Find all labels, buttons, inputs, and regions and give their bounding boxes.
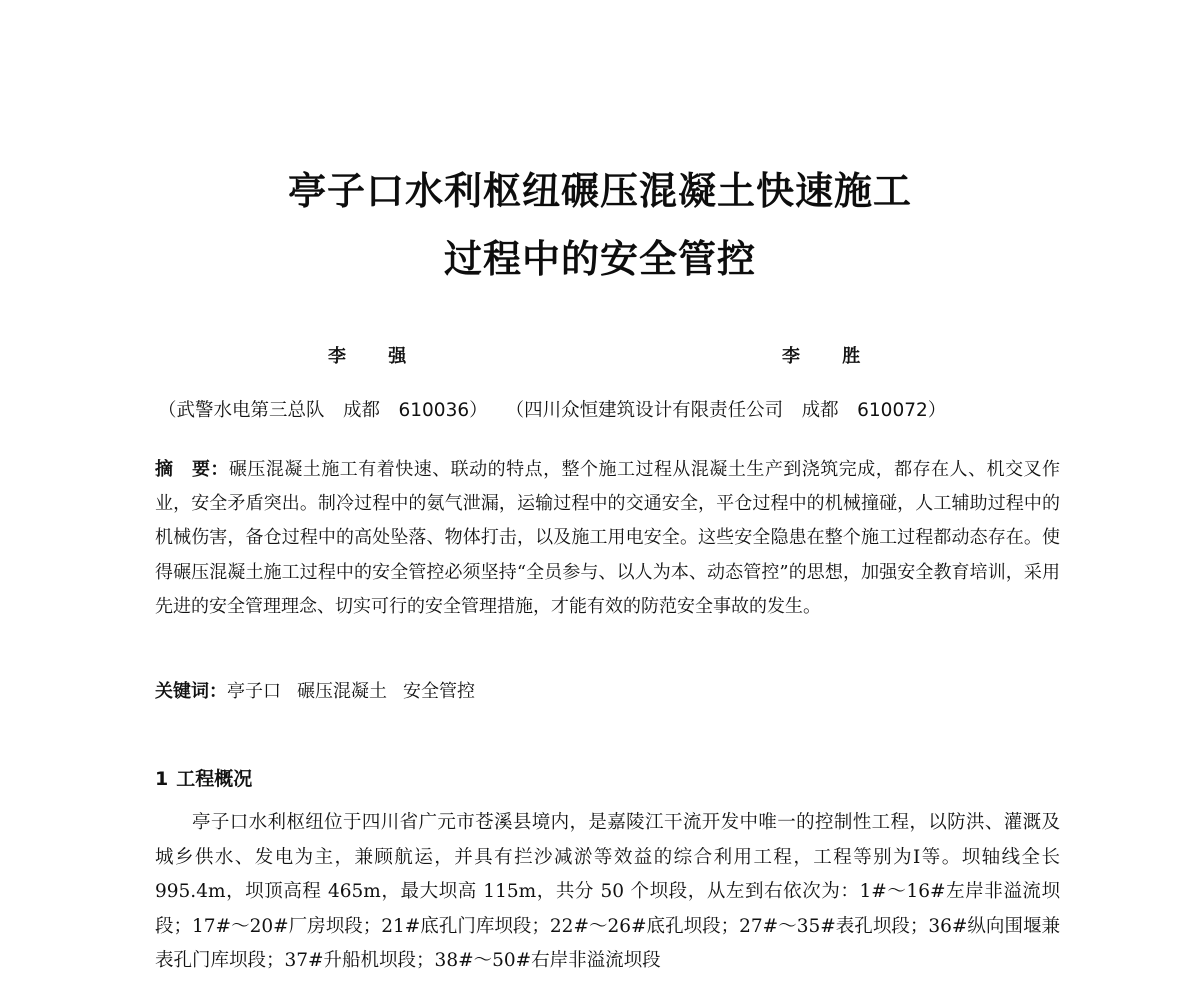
abstract-label: 摘 要： [155,459,229,480]
affiliation-2: （四川众恒建筑设计有限责任公司 成都 610072） [505,400,947,421]
section-number: 1 [155,768,169,790]
author-name-1: 李 强 [328,346,425,367]
author-affiliations [158,396,1068,422]
abstract-text: 碾压混凝土施工有着快速、联动的特点，整个施工过程从混凝土生产到浇筑完成，都存在人、机交叉作业，安全矛盾突出。制冷过程中的氨气泄漏，运输过程中的交通安全，平仓过程中的机械撞碰，人工辅助过程中的机械伤害，备仓过程中的高处坠落、物体打击，以及施工用电安全。这些安全隐患在整个施工过程都动态存在。使得碾压混凝土施工过程中的安全管控必须坚持“全员参与、以人为本、动态管控”的思想，加强安全教育培训，采用先进的安全管理理念、切实可行的安全管理措施，才能有效的防范安全事故的发生。 [155,459,1061,617]
paper-title-line-2: 过程中的安全管控 [443,237,756,281]
section-title: 工程概况 [176,768,253,790]
keyword-item: 安全管控 [403,681,475,702]
keywords-label: 关键词： [155,681,227,702]
section-paragraph: 亭子口水利枢纽位于四川省广元市苍溪县境内，是嘉陵江干流开发中唯一的控制性工程，以防洪、灌溉及城乡供水、发电为主，兼顾航运，并具有拦沙减淤等效益的综合利用工程，工程等别为Ⅰ等。坝轴线全长 995.4m，坝顶高程 465m，最大坝高 115m，共分 50 个坝段，从左到右依次为：1#～16#左岸非溢流坝段；17#～20#厂房坝段；21#底孔门库坝段；22#～26#底孔坝段；27#～35#表孔坝段；36#纵向围堰兼表孔门库坝段；37#升船机坝段；38#～50#右岸非溢流坝段 [155,812,1060,971]
affiliation-1: （武警水电第三总队 成都 610036） [158,400,488,421]
keyword-item: 碾压混凝土 [297,681,387,702]
section-heading [155,764,252,791]
abstract [155,453,1060,624]
keywords [155,677,1060,703]
paper-title-line-1: 亭子口水利枢纽碾压混凝土快速施工 [287,169,912,213]
author-name-2: 李 胜 [782,346,879,367]
keyword-item: 亭子口 [227,681,281,702]
